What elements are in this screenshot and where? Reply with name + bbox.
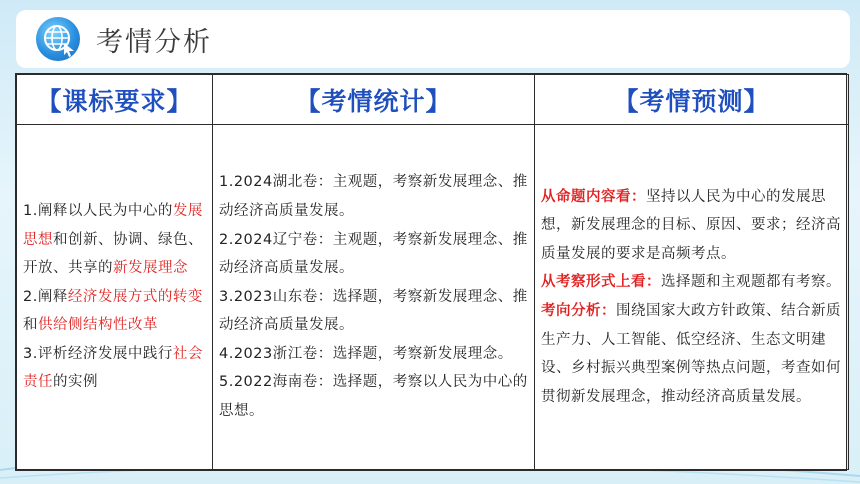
statistics-cell (213, 125, 535, 470)
statistics-item: 1.2024湖北卷：主观题，考察新发展理念、推动经济高质量发展。 (219, 174, 528, 219)
prediction-content: 从命题内容看：坚持以人民为中心的发展思想，新发展理念的目标、原因、要求；经济高质量发展的要求是高频考点。 (541, 188, 841, 262)
header-prediction: 【考情预测】 (535, 75, 849, 125)
section-header (16, 10, 850, 68)
header-curriculum: 【课标要求】 (17, 75, 213, 125)
table-header-row (17, 75, 849, 125)
statistics-item: 5.2022海南卷：选择题，考察以人民为中心的思想。 (219, 374, 528, 420)
statistics-item: 2.2024辽宁卷：主观题，考察新发展理念、推动经济高质量发展。 (219, 231, 528, 277)
curriculum-item-3: 3.评析经济发展中践行社会责任的实例 (23, 345, 203, 391)
prediction-cell (535, 125, 849, 470)
prediction-direction: 考向分析：围绕国家大政方针政策、结合新质生产力、人工智能、低空经济、生态文明建设、乡村振兴典型案例等热点问题，考查如何贯彻新发展理念，推动经济高质量发展。 (541, 303, 841, 405)
page-title: 考情分析 (96, 26, 212, 58)
curriculum-cell (17, 125, 213, 470)
analysis-table (15, 73, 847, 471)
header-statistics: 【考情统计】 (213, 75, 535, 125)
statistics-item: 3.2023山东卷：选择题，考察新发展理念、推动经济高质量发展。 (219, 288, 528, 334)
curriculum-item-1: 1.阐释以人民为中心的发展思想和创新、协调、绿色、开放、共享的新发展理念 (23, 202, 203, 277)
table-content-row (17, 125, 849, 470)
curriculum-item-2: 2.阐释经济发展方式的转变和供给侧结构性改革 (23, 288, 203, 334)
globe-pointer-icon (36, 17, 80, 61)
prediction-form: 从考察形式上看：选择题和主观题都有考察。 (541, 274, 841, 291)
statistics-item: 4.2023浙江卷：选择题，考察新发展理念。 (219, 345, 513, 362)
